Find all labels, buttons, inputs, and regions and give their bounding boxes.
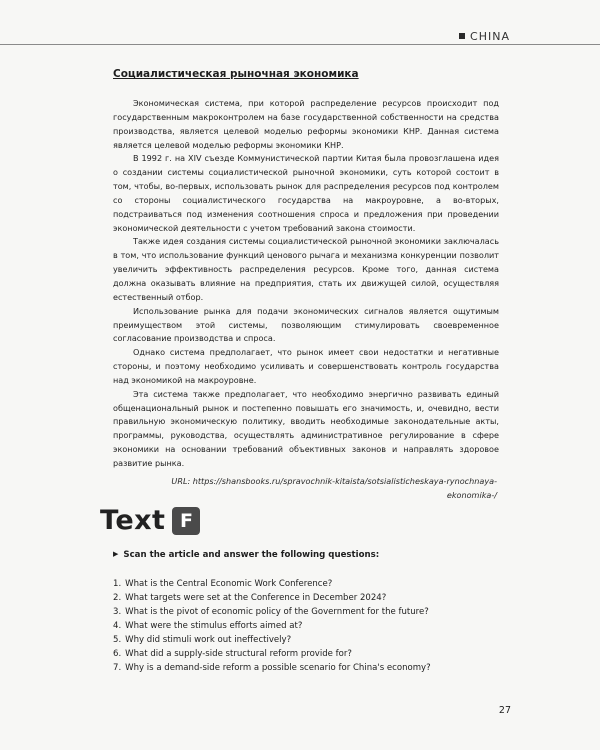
question-number: 4. [113, 620, 122, 631]
header-rule [0, 44, 600, 45]
article-title: Социалистическая рыночная экономика [113, 68, 359, 80]
question-item [113, 620, 513, 634]
question-list [113, 578, 513, 676]
article-paragraph: В 1992 г. на XIV съезде Коммунистической партии Китая была провозглашена идея о создании системы социалистической рыночной экономики, суть которой состоит в том, чтобы, во-первых, использовать рынок для распределения ресурсов под контролем со стороны социалистического государства на макроуровне, а во-вторых, подстраиваться под изменения соотношения спроса и предложения при проведении экономической деятельности с учетом требований закона стоимости. [113, 153, 499, 233]
text-letter-badge: F [172, 507, 200, 535]
source-url [113, 475, 499, 503]
article-paragraph: Также идея создания системы социалистической рыночной экономики заключалась в том, что использование функций ценового рычага и механизма конкуренции позволит увеличить эффективность распределения ресурсов. Кроме того, данная система должна оказывать влияние на предприятия, стать их движущей силой, осуществляя естественный отбор. [113, 236, 499, 302]
question-number: 2. [113, 592, 122, 603]
article-paragraph: Однако система предполагает, что рынок имеет свои недостатки и негативные стороны, и поэтому необходимо усиливать и совершенствовать контроль государства над экономикой на макроуровне. [113, 347, 499, 385]
text-heading [100, 505, 200, 536]
triangle-arrow-icon: ▶ [113, 550, 119, 558]
question-item [113, 662, 513, 676]
article [113, 68, 499, 502]
question-item [113, 606, 513, 620]
question-number: 6. [113, 648, 122, 659]
task-instruction [113, 550, 503, 560]
question-item [113, 648, 513, 662]
question-text: What were the stimulus efforts aimed at? [125, 620, 303, 631]
question-number: 7. [113, 662, 122, 673]
article-paragraph: Эта система также предполагает, что необходимо энергично развивать единый общенациональный рынок и постепенно повышать его значимость, и, очевидно, вести правильную экономическую политику, вводить необходимые законодательные акты, программы, руководства, осуществлять административное регулирование в сфере экономики на основании требований объективных законов и направлять здоровое развитие рынка. [113, 388, 499, 468]
question-text: What is the Central Economic Work Conference? [125, 579, 333, 589]
question-number: 5. [113, 634, 122, 645]
article-paragraph: Экономическая система, при которой распределение ресурсов происходит под государственным макроконтролем на базе государственной собственности на средства производства, является целевой моделью реформы экономики КНР. Данная система является целевой моделью реформы экономики КНР. [113, 98, 499, 150]
question-text: What is the pivot of economic policy of the Government for the future? [125, 606, 429, 617]
page-number: 27 [498, 705, 511, 716]
article-paragraph: Использование рынка для подачи экономических сигналов является ощутимым преимуществом этой системы, позволяющим стимулировать своевременное согласование производства и спроса. [113, 305, 499, 344]
source-url-line: ekonomika-/ [446, 489, 497, 500]
text-label: Text [100, 505, 166, 536]
running-head [455, 30, 514, 43]
question-text: What did a supply-side structural reform provide for? [125, 648, 352, 659]
question-number: 3. [113, 606, 122, 617]
question-text: Why is a demand-side reform a possible scenario for China's economy? [125, 662, 431, 673]
question-text: Why did stimuli work out ineffectively? [125, 634, 292, 645]
question-item [113, 634, 513, 648]
section-name: CHINA [470, 30, 510, 43]
task-text: Scan the article and answer the following questions: [123, 550, 380, 560]
question-item [113, 578, 513, 592]
question-text: What targets were set at the Conference in December 2024? [125, 592, 387, 603]
question-item [113, 592, 513, 606]
square-bullet-icon [459, 33, 465, 39]
source-url-line: URL: https://shansbooks.ru/spravochnik-kitaista/sotsialisticheskaya-rynochnaya- [171, 475, 497, 486]
question-number: 1. [113, 579, 122, 589]
